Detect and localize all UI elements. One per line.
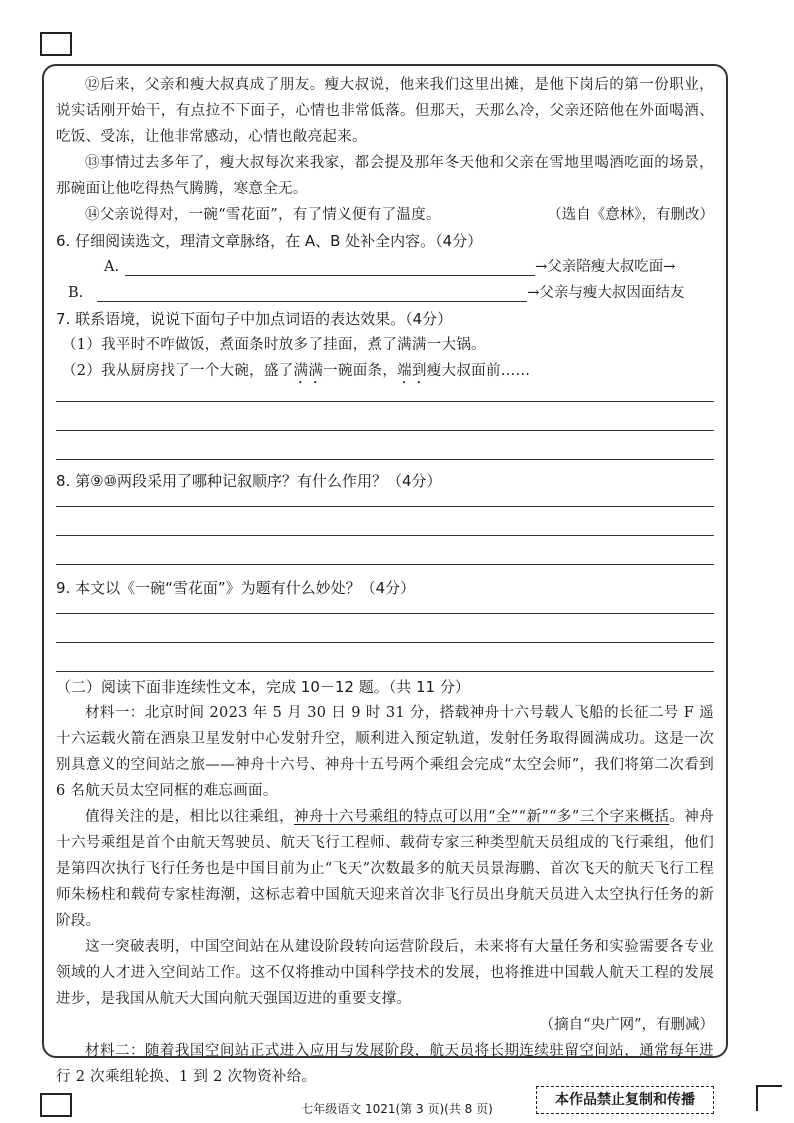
material-1-paragraph-2: 值得关注的是，相比以往乘组，神舟十六号乘组的特点可以用“全”“新”“多”三个字来概括。神舟十六号乘组是首个由航天驾驶员、航天飞行工程师、载荷专家三种类型航天员组成的飞行乘组，他们是第四次执行飞行任务也是中国目前为止“飞天”次数最多的航天员景海鹏、首次飞天的航天飞行工程师朱杨柱和载荷专家桂海潮，这标志着中国航天迎来首次非飞行员出身航天员进入太空执行任务的新阶段。 bbox=[56, 809, 715, 929]
question-6-a-label: A. bbox=[104, 259, 120, 275]
material-1-paragraph-3: 这一突破表明，中国空间站在从建设阶段转向运营阶段后，未来将有大量任务和实验需要各专业领域的人才进入空间站工作。这不仅将推动中国科学技术的发展，也将推进中国载人航天工程的发展进步，是我国从航天大国向航天强国迈进的重要支撑。 bbox=[56, 939, 714, 1007]
corner-mark-top-left bbox=[40, 32, 72, 56]
question-7-sentence-1: （1）我平时不咋做饭，煮面条时放多了挂面，煮了满满一大锅。 bbox=[62, 337, 486, 353]
question-8-prompt: 8. 第⑨⑩两段采用了哪种记叙顺序？有什么作用？（4分） bbox=[56, 472, 442, 490]
question-6-b-tail: →父亲与瘦大叔因面结友 bbox=[527, 285, 685, 301]
section-2-heading: （二）阅读下面非连续性文本，完成 10－12 题。（共 11 分） bbox=[56, 678, 470, 696]
story-source: （选自《意林》，有删改） bbox=[547, 207, 714, 223]
copyright-notice: 本作品禁止复制和传播 bbox=[536, 1086, 714, 1114]
dotted-word-duandao: 端到 bbox=[397, 363, 427, 379]
material-1-paragraph-1: 材料一：北京时间 2023 年 5 月 30 日 9 时 31 分，搭载神舟十六号载人飞船的长征二号 F 遥十六运载火箭在酒泉卫星发射中心发射升空，顺利进入预定轨道，发射任务取得圆满成功。这是一次别具意义的空间站之旅——神舟十六号、神舟十五号两个乘组会完成“太空会师”，我们将第二次看到 6 名航天员太空同框的难忘画面。 bbox=[56, 705, 714, 799]
question-6-b-row bbox=[56, 280, 714, 306]
underlined-sentence: 神舟十六号乘组的特点可以用“全”“新”“多”三个字来概括 bbox=[294, 809, 670, 825]
question-6-b-label: B. bbox=[68, 285, 84, 301]
question-6-a-blank[interactable] bbox=[125, 259, 535, 276]
exam-frame bbox=[42, 64, 728, 1085]
material-2-paragraph: 材料二：随着我国空间站正式进入应用与发展阶段，航天员将长期连续驻留空间站，通常每年进行 2 次乘组轮换、1 到 2 次物资补给。 bbox=[56, 1043, 714, 1085]
question-9-prompt: 9. 本文以《一碗“雪花面”》为题有什么妙处？（4分） bbox=[56, 579, 416, 597]
question-6-b-blank[interactable] bbox=[97, 285, 527, 302]
question-6-a-row bbox=[56, 254, 714, 280]
story-paragraph-14: ⑭父亲说得对，一碗“雪花面”，有了情义便有了温度。 bbox=[85, 207, 441, 223]
page-footer: 七年级语文 1021(第 3 页)(共 8 页) bbox=[301, 1102, 493, 1116]
material-1-source: （摘自“央广网”，有删减） bbox=[539, 1017, 714, 1033]
story-paragraph-14-row bbox=[56, 202, 714, 228]
question-6-a-tail: →父亲陪瘦大叔吃面→ bbox=[535, 259, 676, 275]
question-6-prompt: 6. 仔细阅读选文，理清文章脉络，在 A、B 处补全内容。（4分） bbox=[56, 232, 483, 250]
question-7-prompt: 7. 联系语境，说说下面句子中加点词语的表达效果。（4分） bbox=[56, 310, 453, 328]
dotted-word-manman: 满满 bbox=[293, 363, 324, 379]
question-7-sentence-2: （2）我从厨房找了一个大碗，盛了满满一碗面条，端到瘦大叔面前…… bbox=[62, 363, 531, 379]
story-paragraph-13: ⑬事情过去多年了，瘦大叔每次来我家，都会提及那年冬天他和父亲在雪地里喝酒吃面的场景，那碗面让他吃得热气腾腾，寒意全无。 bbox=[56, 155, 714, 197]
story-paragraph-12: ⑫后来，父亲和瘦大叔真成了朋友。瘦大叔说，他来我们这里出摊，是他下岗后的第一份职业，说实话刚开始干，有点拉不下面子，心情也非常低落。但那天，天那么冷，父亲还陪他在外面喝酒、吃饭、受冻，让他非常感动，心情也敞亮起来。 bbox=[56, 77, 714, 145]
